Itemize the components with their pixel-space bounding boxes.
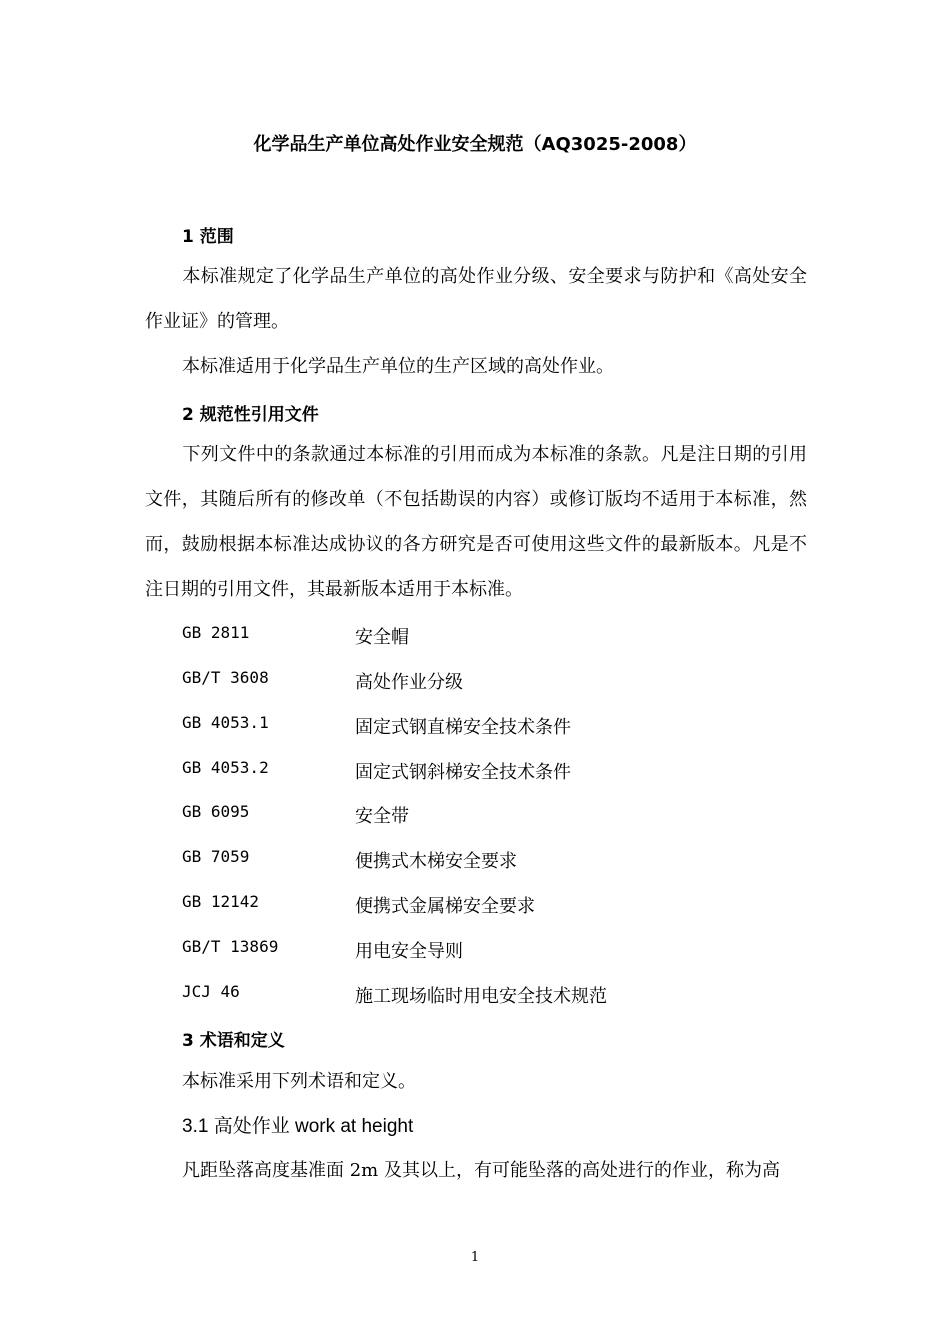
reference-row [182,802,802,832]
reference-row [182,758,802,788]
reference-name: 施工现场临时用电安全技术规范 [355,986,607,1007]
reference-code: GB 4053.1 [182,713,269,732]
reference-row [182,937,802,967]
reference-row [182,982,802,1012]
reference-code: JCJ 46 [182,982,240,1001]
section-3-heading: 3 术语和定义 [182,1031,285,1051]
subsection-3-1-heading: 3.1 高处作业 work at height [182,1116,414,1137]
reference-code: GB 12142 [182,892,260,911]
section-1-paragraph-1: 本标准规定了化学品生产单位的高处作业分级、安全要求与防护和《高处安全作业证》的管理。 [145,266,807,332]
section-3-paragraph-1: 本标准采用下列术语和定义。 [182,1071,416,1092]
reference-name: 便携式金属梯安全要求 [355,896,535,917]
reference-name: 便携式木梯安全要求 [355,851,517,872]
reference-name: 安全带 [355,806,409,827]
reference-row [182,892,802,922]
reference-name: 安全帽 [355,627,409,648]
reference-name: 高处作业分级 [355,672,463,693]
reference-code: GB 7059 [182,847,250,866]
section-2-heading: 2 规范性引用文件 [182,405,319,425]
subsection-3-1-paragraph: 凡距坠落高度基准面 2m 及其以上，有可能坠落的高处进行的作业，称为高 [182,1160,780,1181]
section-2-paragraph-1: 下列文件中的条款通过本标准的引用而成为本标准的条款。凡是注日期的引用文件，其随后所有的修改单（不包括勘误的内容）或修订版均不适用于本标准，然而，鼓励根据本标准达成协议的各方研究是否可使用这些文件的最新版本。凡是不注日期的引用文件，其最新版本适用于本标准。 [145,444,807,600]
section-1-paragraph-2: 本标准适用于化学品生产单位的生产区域的高处作业。 [182,356,614,377]
document-title: 化学品生产单位高处作业安全规范（AQ3025-2008） [253,134,697,155]
page-number: 1 [470,1250,480,1265]
reference-name: 固定式钢斜梯安全技术条件 [355,762,571,783]
reference-row [182,847,802,877]
section-1-heading: 1 范围 [182,227,234,247]
reference-row [182,713,802,743]
reference-code: GB 4053.2 [182,758,269,777]
reference-code: GB 2811 [182,623,250,642]
reference-name: 用电安全导则 [355,941,463,962]
reference-name: 固定式钢直梯安全技术条件 [355,717,571,738]
reference-code: GB/T 3608 [182,668,269,687]
reference-row [182,623,802,653]
reference-code: GB/T 13869 [182,937,279,956]
reference-row [182,668,802,698]
reference-code: GB 6095 [182,802,250,821]
